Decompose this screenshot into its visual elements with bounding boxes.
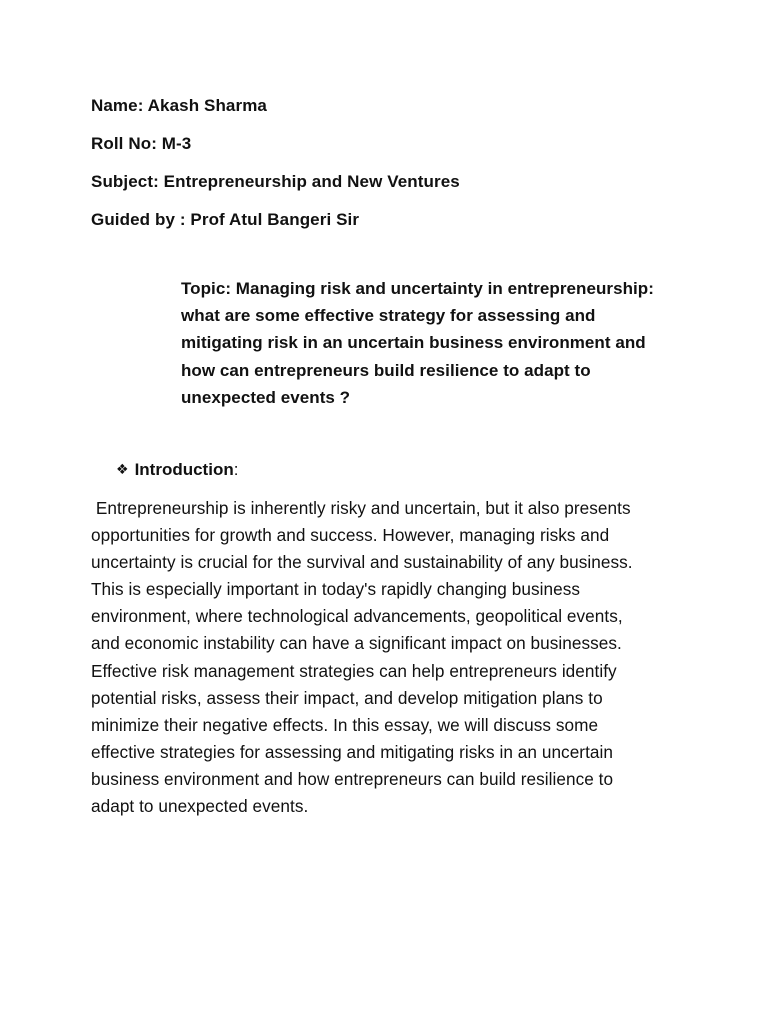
diamond-bullet-icon: ❖ [116, 462, 129, 478]
paragraph-line: This is especially important in today's rapidly changing business [91, 579, 580, 600]
subject-line: Subject: Entrepreneurship and New Ventures [91, 172, 460, 191]
paragraph-line: opportunities for growth and success. However, managing risks and [91, 525, 610, 546]
student-name: Name: Akash Sharma [91, 96, 267, 115]
roll-number: Roll No: M-3 [91, 134, 192, 153]
introduction-paragraph [91, 495, 691, 820]
paragraph-line: business environment and how entrepreneurs can build resilience to [91, 768, 614, 789]
paragraph-line: adapt to unexpected events. [91, 796, 309, 817]
topic-line: Topic: Managing risk and uncertainty in entrepreneurship: [181, 279, 654, 298]
paragraph-line: environment, where technological advancements, geopolitical events, [91, 606, 623, 627]
guide-line: Guided by : Prof Atul Bangeri Sir [91, 210, 360, 229]
topic-line: unexpected events ? [181, 387, 351, 407]
paragraph-line: and economic instability can have a significant impact on businesses. [91, 633, 622, 654]
topic-line: mitigating risk in an uncertain business environment and [181, 333, 646, 353]
introduction-colon: : [233, 460, 239, 479]
topic-block [181, 275, 681, 411]
paragraph-line: Effective risk management strategies can help entrepreneurs identify [91, 660, 617, 681]
paragraph-line: minimize their negative effects. In this essay, we will discuss some [91, 714, 599, 735]
topic-line: how can entrepreneurs build resilience to adapt to [181, 360, 591, 380]
paragraph-line: uncertainty is crucial for the survival and sustainability of any business. [91, 552, 633, 573]
paragraph-line: effective strategies for assessing and mitigating risks in an uncertain [91, 741, 613, 762]
topic-line: what are some effective strategy for assessing and [181, 306, 596, 326]
paragraph-line: potential risks, assess their impact, and develop mitigation plans to [91, 687, 603, 708]
introduction-title: Introduction [134, 460, 234, 479]
paragraph-line: Entrepreneurship is inherently risky and uncertain, but it also presents [91, 498, 631, 518]
introduction-heading [116, 458, 238, 483]
